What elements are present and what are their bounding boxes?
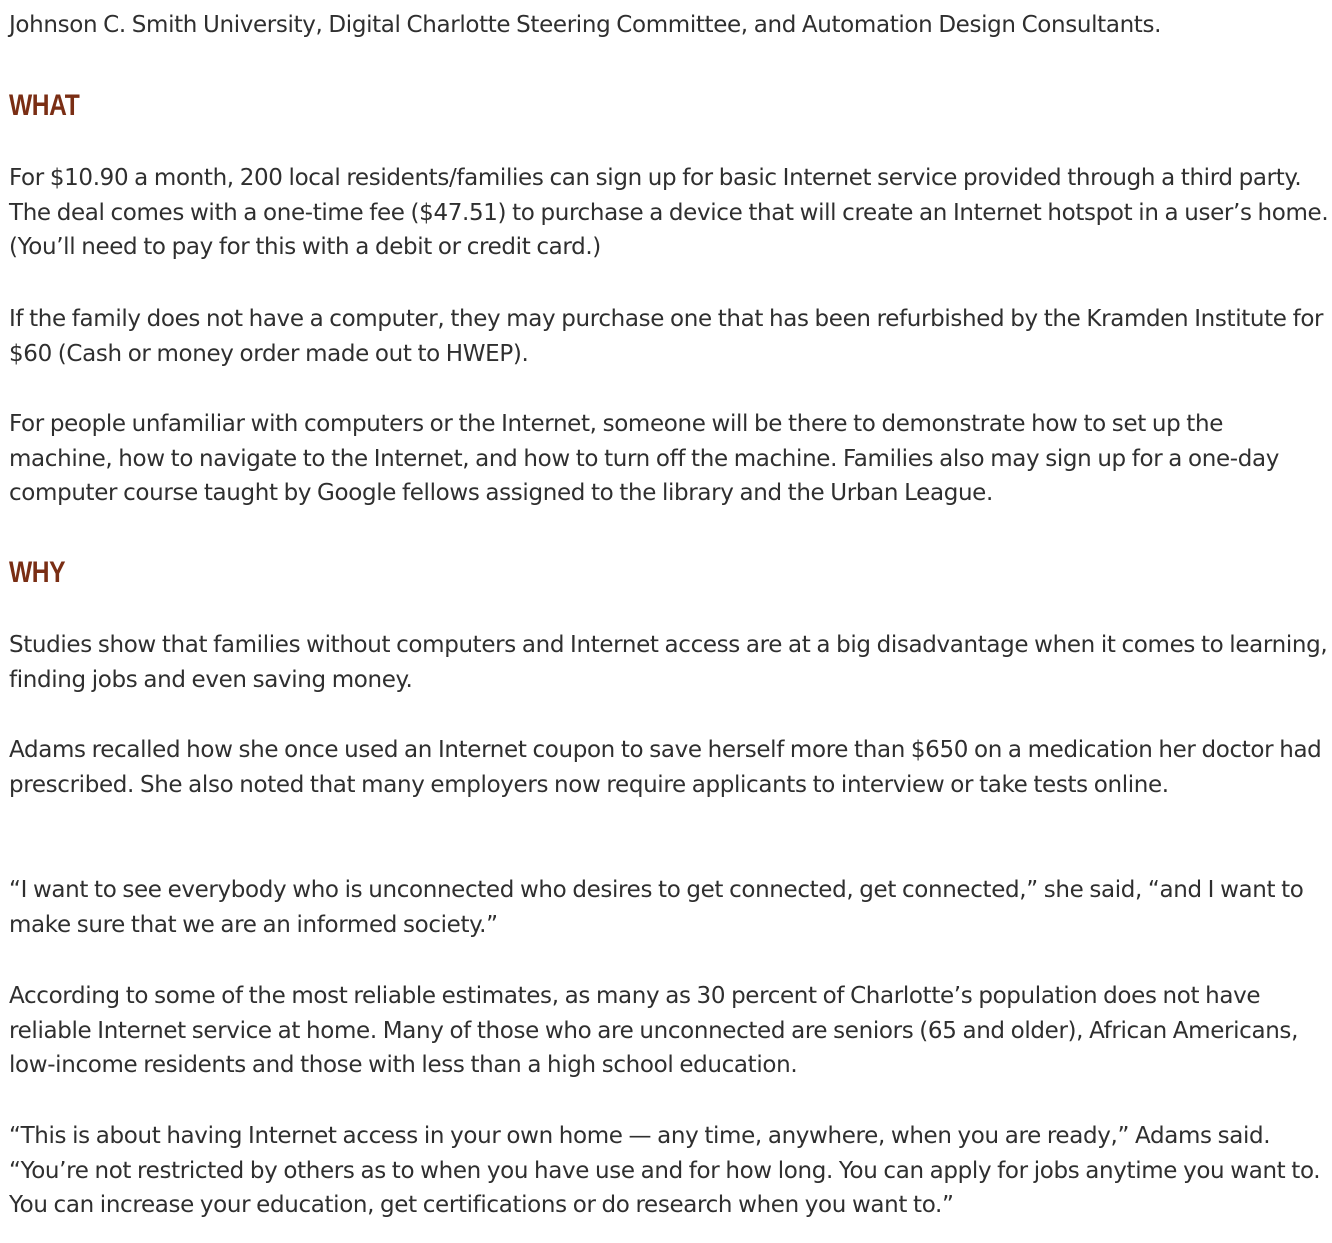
why-paragraph-studies: Studies show that families without computers and Internet access are at a big disadvantage when it comes to learning, finding jobs and even saving money. — [9, 632, 1328, 693]
why-paragraph-estimates: According to some of the most reliable estimates, as many as 30 percent of Charlotte’s population does not have reliable Internet service at home. Many of those who are unconnected are seniors (65 and older), African Americans, low-income residents and those with less than a high school education. — [9, 983, 1299, 1078]
why-paragraph-closing-quote: “This is about having Internet access in your own home — any time, anywhere, when you are ready,” Adams said. “You’re not restricted by others as to when you have use and for how long. You can apply for jobs anytime you want to. You can increase your education, get certifications or do research when you want to.” — [9, 1123, 1321, 1218]
section-heading-what: WHAT — [9, 89, 80, 122]
what-paragraph-pricing: For $10.90 a month, 200 local residents/families can sign up for basic Internet service provided through a third party. The deal comes with a one-time fee ($47.51) to purchase a device that will create an Internet hotspot in a user’s home. (You’ll need to pay for this with a debit or credit card.) — [9, 165, 1329, 260]
why-paragraph-coupon: Adams recalled how she once used an Internet coupon to save herself more than $650 on a medication her doctor had prescribed. She also noted that many employers now require applicants to interview or take tests online. — [9, 737, 1322, 798]
why-paragraph-quote: “I want to see everybody who is unconnected who desires to get connected, get connected,” she said, “and I want to make sure that we are an informed society.” — [9, 877, 1304, 938]
intro-paragraph: Johnson C. Smith University, Digital Charlotte Steering Committee, and Automation Design Consultants. — [9, 12, 1162, 38]
what-paragraph-training: For people unfamiliar with computers or the Internet, someone will be there to demonstrate how to set up the machine, how to navigate to the Internet, and how to turn off the machine. Families also may sign up for a one-day computer course taught by Google fellows assigned to the library and the Urban League. — [9, 411, 1279, 506]
section-heading-why: WHY — [9, 556, 66, 589]
what-paragraph-computer: If the family does not have a computer, they may purchase one that has been refurbished by the Kramden Institute for $60 (Cash or money order made out to HWEP). — [9, 306, 1324, 367]
